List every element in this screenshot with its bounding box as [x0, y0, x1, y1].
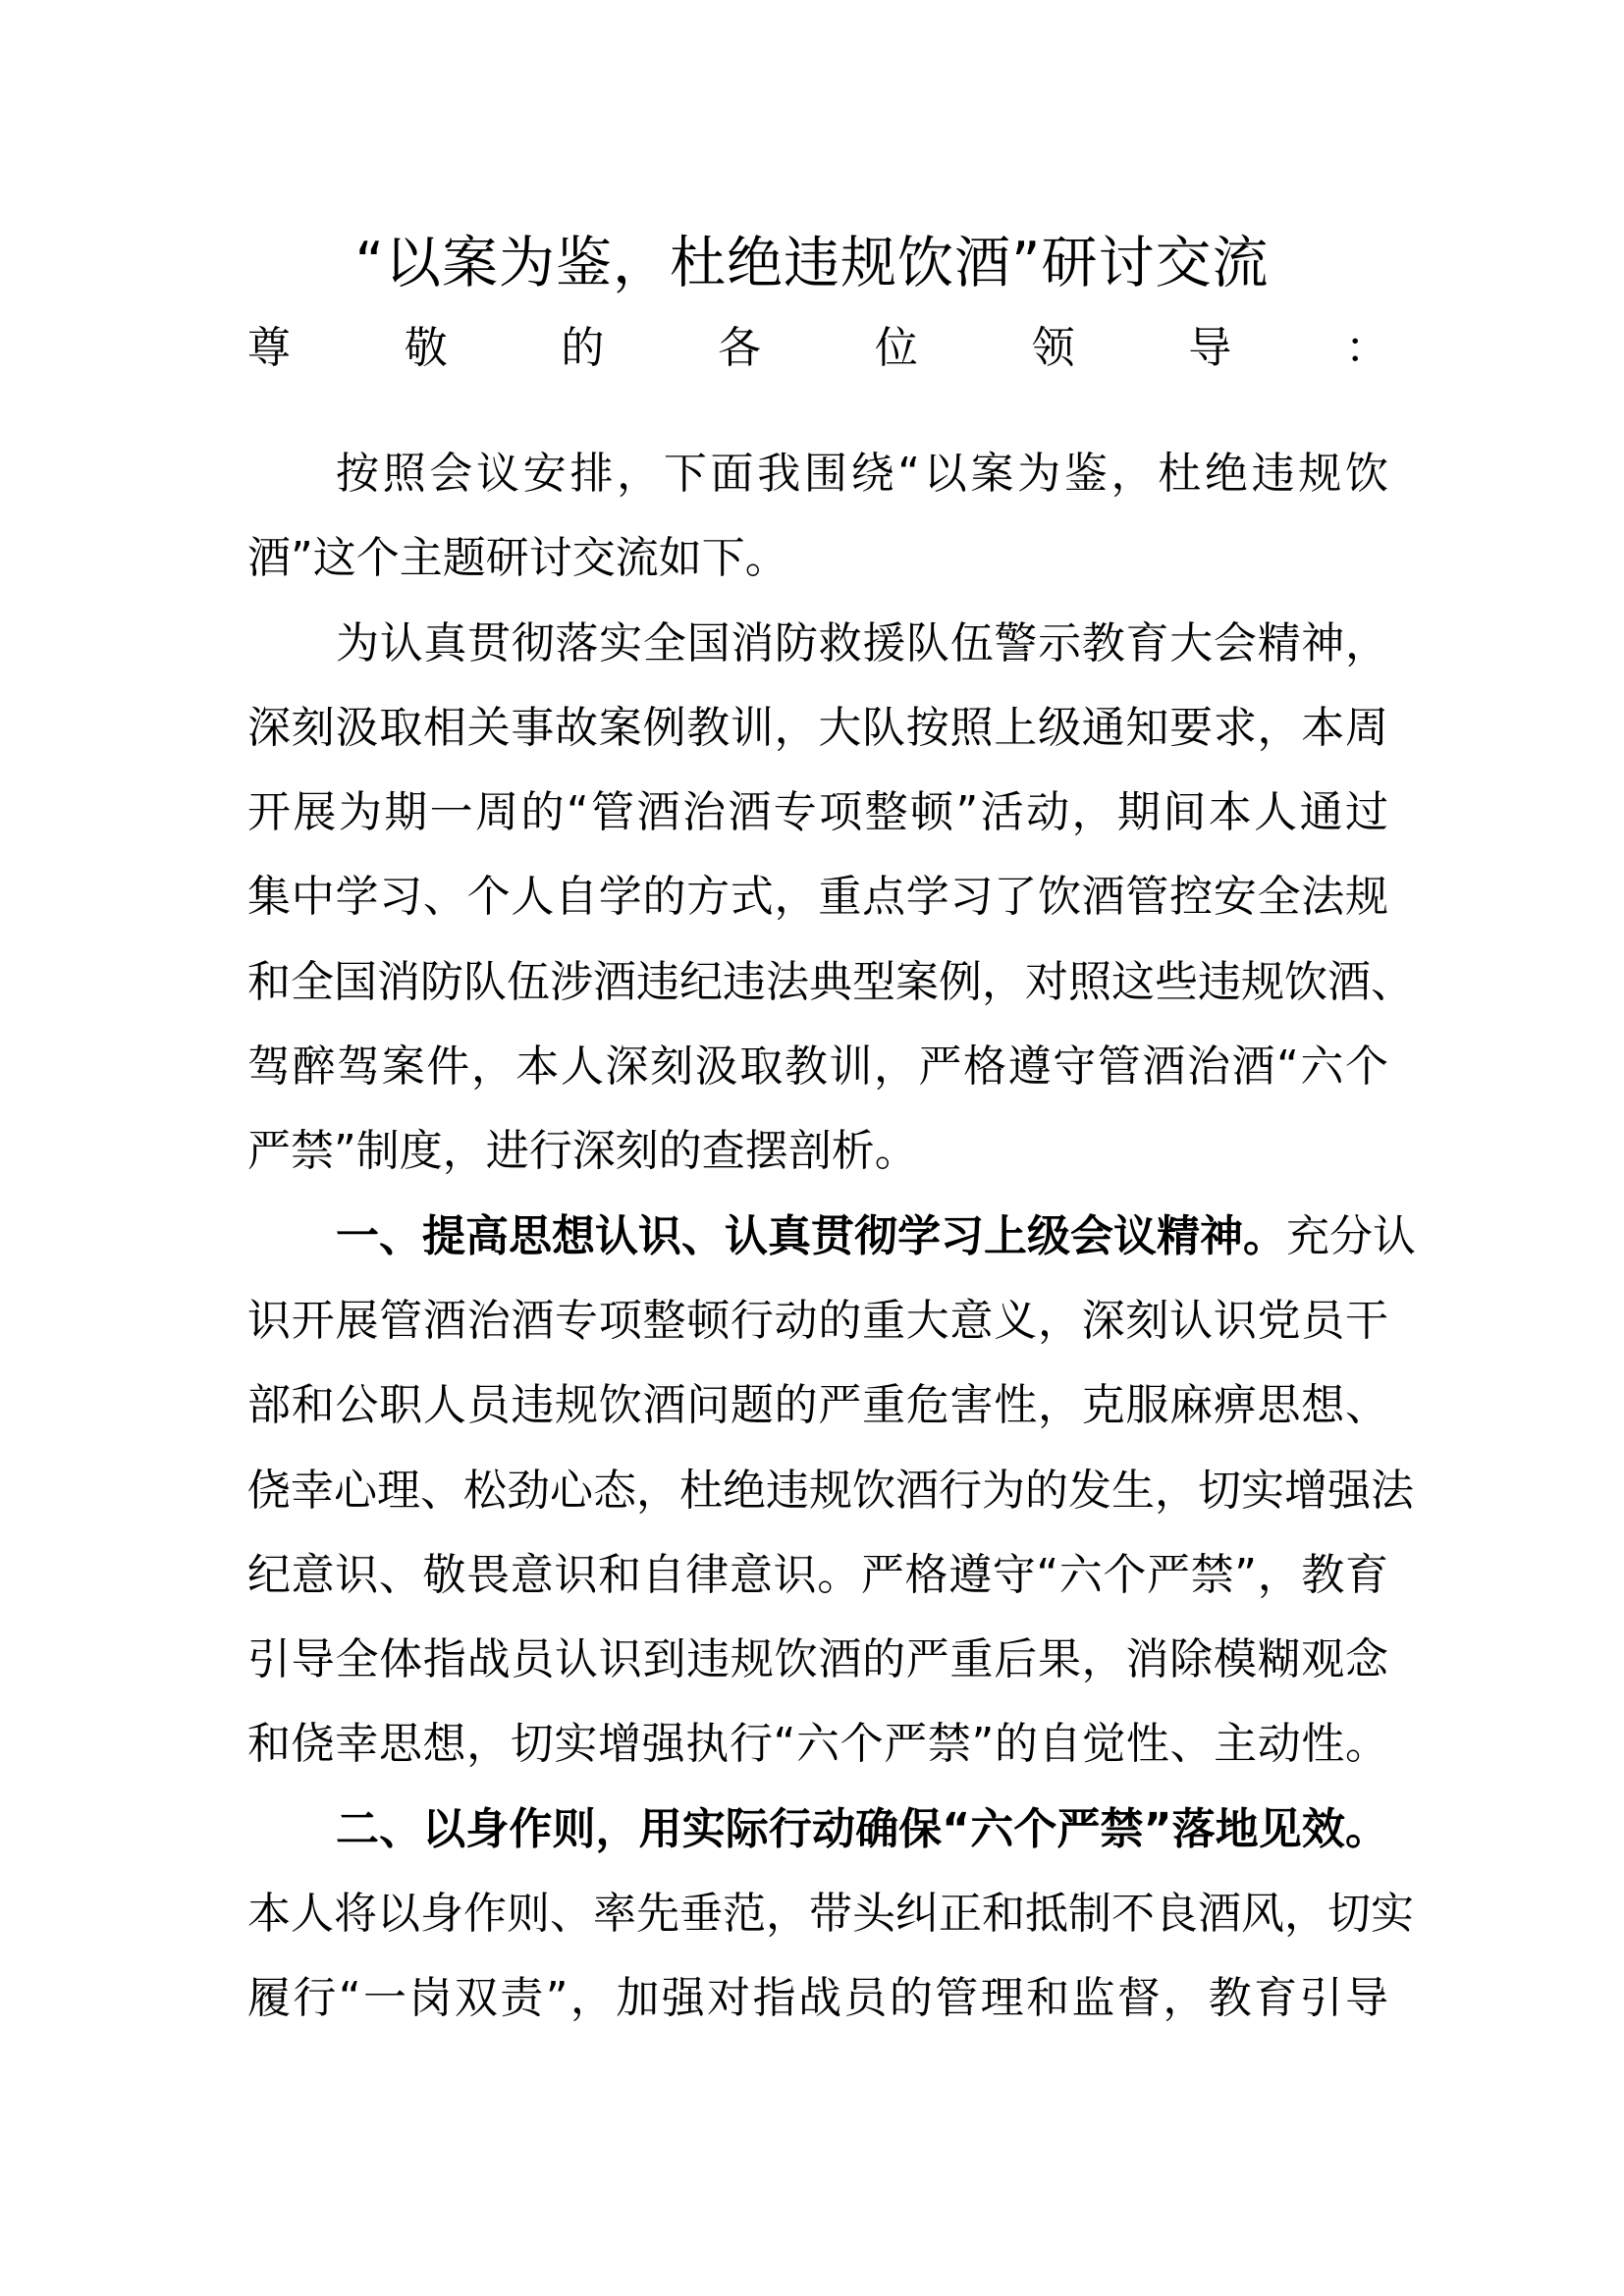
text-line: [247, 1195, 1416, 1279]
line-text: 侥幸心理、松劲心态，杜绝违规饮酒行为的发生，切实增强法: [247, 1465, 1414, 1516]
text-line: [247, 1702, 1388, 1787]
document-title: “以案为鉴，杜绝违规饮酒”研讨交流: [354, 231, 1270, 295]
text-line: [247, 1618, 1388, 1702]
line-text: 本人将以身作则、率先垂范，带头纠正和抵制不良酒风，切实: [247, 1889, 1414, 1940]
text-line: [247, 1533, 1388, 1618]
line-text: 充分认: [1286, 1210, 1416, 1261]
line-text: 为认真贯彻落实全国消防救援队伍警示教育大会精神，: [336, 617, 1388, 668]
line-text: 履行“一岗双责”，加强对指战员的管理和监督，教育引导: [247, 1973, 1388, 2024]
line-text: 严禁”制度，进行深刻的查摆剖析。: [247, 1126, 918, 1177]
document-body: [247, 306, 1416, 2042]
text-line: [247, 855, 1388, 939]
text-line: [247, 1872, 1414, 1956]
text-line: [247, 516, 1388, 601]
text-line: [247, 1449, 1414, 1533]
line-text: 引导全体指战员认识到违规饮酒的严重后果，消除模糊观念: [247, 1634, 1388, 1685]
text-line: [247, 602, 1388, 686]
line-text: 部和公职人员违规饮酒问题的严重危害性，克服麻痹思想、: [247, 1380, 1388, 1431]
text-line: [247, 940, 1414, 1025]
text-line: [247, 1956, 1388, 2041]
text-line: [247, 771, 1388, 855]
line-text: 和全国消防队伍涉酒违纪违法典型案例，对照这些违规饮酒、: [247, 956, 1414, 1007]
line-text: 和侥幸思想，切实增强执行“六个严禁”的自觉性、主动性。: [247, 1719, 1388, 1770]
line-text: 识开展管酒治酒专项整顿行动的重大意义，深刻认识党员干: [247, 1295, 1388, 1346]
line-text: 酒”这个主题研讨交流如下。: [247, 533, 788, 584]
line-text: 纪意识、敬畏意识和自律意识。严格遵守“六个严禁”，教育: [247, 1549, 1388, 1600]
line-text: 集中学习、个人自学的方式，重点学习了饮酒管控安全法规: [247, 872, 1388, 923]
salutation: 尊敬的各位领导：: [247, 323, 1388, 373]
text-line: [247, 1363, 1388, 1448]
section-heading: 一、提高思想认识、认真贯彻学习上级会议精神。: [336, 1210, 1286, 1261]
line-text: 驾醉驾案件，本人深刻汲取教训，严格遵守管酒治酒“六个: [247, 1041, 1388, 1093]
line-text: 开展为期一周的“管酒治酒专项整顿”活动，期间本人通过: [247, 787, 1388, 838]
text-line: [247, 1025, 1388, 1109]
body-lines: [247, 432, 1416, 2042]
line-text: 深刻汲取相关事故案例教训，大队按照上级通知要求，本周: [247, 702, 1388, 753]
text-line: [247, 1788, 1388, 1872]
section-heading: 二、以身作则，用实际行动确保“六个严禁”落地见效。: [336, 1803, 1388, 1854]
text-line: [247, 1279, 1388, 1363]
text-line: [247, 1109, 1388, 1194]
line-text: 按照会议安排，下面我围绕“以案为鉴，杜绝违规饮: [336, 449, 1388, 499]
text-line: [247, 432, 1388, 516]
text-line: [247, 686, 1388, 771]
